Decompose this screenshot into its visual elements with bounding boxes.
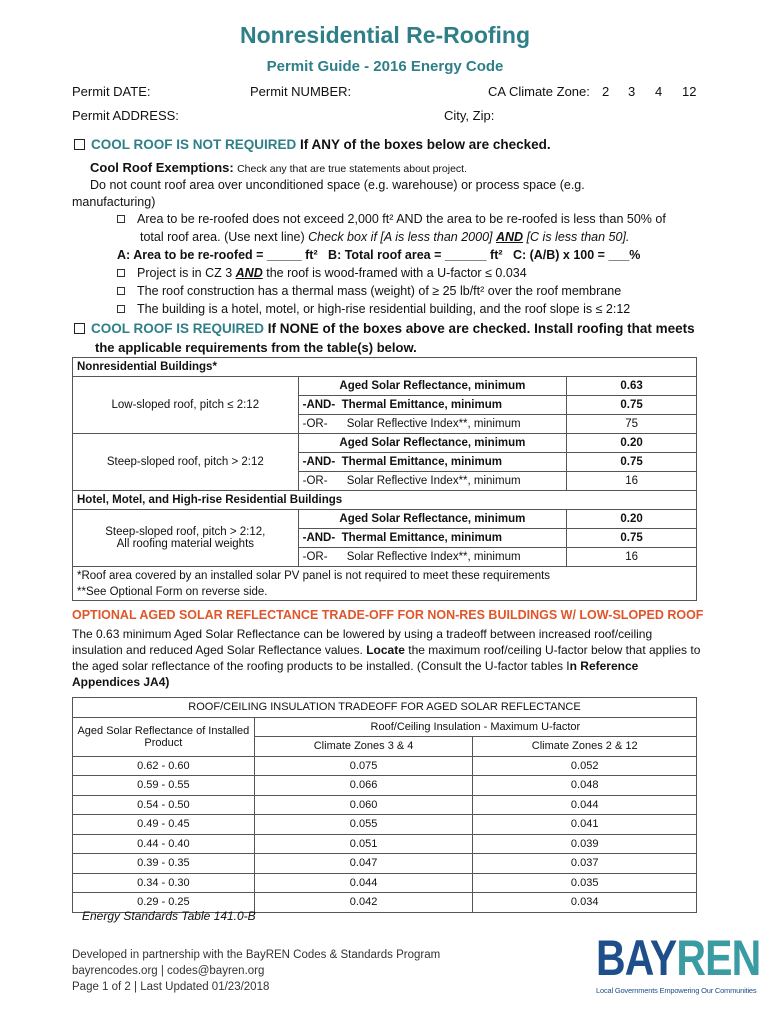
hotel-aged-value: 0.20 <box>567 510 697 529</box>
climate-zone-12[interactable]: 12 <box>682 84 697 99</box>
exemption-3-checkbox[interactable] <box>117 287 125 295</box>
optional-paragraph: The 0.63 minimum Aged Solar Reflectance can be lowered by using a tradeoff between increased roof/ceiling insulation and reduced Aged Solar Reflectance values. Locate the maximum roof/ceiling U-factor below that applies to the aged solar reflectance of the roofing products to be installed. (Consult the U-factor tables In Reference Appendices JA4) <box>72 627 701 689</box>
col-cz-3-4: Climate Zones 3 & 4 <box>254 737 473 757</box>
table-footnotes: *Roof area covered by an installed solar PV panel is not required to meet these requirements **See Optional Form on reverse side. <box>73 567 697 601</box>
exemptions-note: Check any that are true statements about project. <box>237 163 468 175</box>
exemption-2-checkbox[interactable] <box>117 269 125 277</box>
climate-zone-3[interactable]: 3 <box>628 84 636 99</box>
steep-sloped-sri-value: 16 <box>567 472 697 491</box>
footer-partnership: Developed in partnership with the BayREN Codes & Standards Program <box>72 949 441 961</box>
footer <box>72 947 440 995</box>
logo-ren: REN <box>676 930 761 986</box>
table-row: 0.44 - 0.40 0.051 0.039 <box>73 834 697 854</box>
not-required-checkbox[interactable] <box>74 139 85 150</box>
table-row: 0.59 - 0.55 0.066 0.048 <box>73 776 697 796</box>
permit-date-label: Permit DATE: <box>72 84 151 99</box>
aged-reflectance-label: Aged Solar Reflectance, minimum <box>298 510 567 529</box>
steep-sloped-aged-value: 0.20 <box>567 434 697 453</box>
exemption-item-1-line2 <box>140 230 629 244</box>
exemption-1-checkbox[interactable] <box>117 215 125 223</box>
tradeoff-title: ROOF/CEILING INSULATION TRADEOFF FOR AGED SOLAR REFLECTANCE <box>73 698 697 718</box>
low-sloped-label: Low-sloped roof, pitch ≤ 2:12 <box>73 377 299 434</box>
thermal-label: -AND- Thermal Emittance, minimum <box>298 396 567 415</box>
exemption-1-and: AND <box>496 230 524 244</box>
sri-label: -OR- Solar Reflective Index**, minimum <box>298 472 567 491</box>
thermal-label: -AND- Thermal Emittance, minimum <box>298 453 567 472</box>
col-aged-reflectance: Aged Solar Reflectance of Installed Product <box>73 717 255 756</box>
exemption-item-2 <box>117 266 527 280</box>
section-nonresidential: Nonresidential Buildings* <box>73 358 697 377</box>
climate-zone-label: CA Climate Zone: <box>488 84 590 99</box>
exemption-item-3 <box>117 284 621 298</box>
table-row: 0.49 - 0.45 0.055 0.041 <box>73 815 697 835</box>
exemption-3-text: The roof construction has a thermal mass (weight) of ≥ 25 lb/ft² over the roof membrane <box>137 284 622 298</box>
exemption-1-text-4: [C is less than 50]. <box>526 230 630 244</box>
requirements-table <box>72 357 697 601</box>
exemptions-label-row <box>90 160 467 175</box>
exemption-1-text-2: total roof area. (Use next line) <box>140 230 305 244</box>
table-row: 0.29 - 0.25 0.042 0.034 <box>73 893 697 913</box>
steep-sloped-label: Steep-sloped roof, pitch > 2:12 <box>73 434 299 491</box>
steep-sloped-thermal-value: 0.75 <box>567 453 697 472</box>
low-sloped-thermal-value: 0.75 <box>567 396 697 415</box>
area-calculation: A: Area to be re-roofed = _____ ft² B: Total roof area = ______ ft² C: (A/B) x 100 = ___% <box>117 248 641 262</box>
permit-address-label: Permit ADDRESS: <box>72 108 179 123</box>
low-sloped-sri-value: 75 <box>567 415 697 434</box>
exemption-2-text-2: the roof is wood-framed with a U-factor ≤ 0.034 <box>266 266 527 280</box>
tradeoff-table <box>72 697 697 913</box>
exemption-1-text: Area to be re-roofed does not exceed 2,000 ft² AND the area to be re-roofed is less than 50% of <box>137 212 666 226</box>
thermal-label: -AND- Thermal Emittance, minimum <box>298 529 567 548</box>
exemption-2-text: Project is in CZ 3 <box>137 266 233 280</box>
exemption-item-1 <box>117 212 666 226</box>
hotel-steep-label: Steep-sloped roof, pitch > 2:12, All roofing material weights <box>73 510 299 567</box>
required-checkbox[interactable] <box>74 323 85 334</box>
not-required-heading: COOL ROOF IS NOT REQUIRED <box>91 137 297 152</box>
page-title: Nonresidential Re-Roofing <box>239 22 531 48</box>
table-row: 0.34 - 0.30 0.044 0.035 <box>73 873 697 893</box>
exemption-4-text: The building is a hotel, motel, or high-rise residential building, and the roof slope is ≤ 2:12 <box>137 302 631 316</box>
table-row: 0.54 - 0.50 0.060 0.044 <box>73 795 697 815</box>
page-subtitle: Permit Guide - 2016 Energy Code <box>266 58 504 75</box>
footer-contact: bayrencodes.org | codes@bayren.org <box>72 965 265 977</box>
table-row: 0.39 - 0.35 0.047 0.037 <box>73 854 697 874</box>
col-group-ufactor: Roof/Ceiling Insulation - Maximum U-factor <box>254 717 696 737</box>
footer-page-info: Page 1 of 2 | Last Updated 01/23/2018 <box>72 981 270 993</box>
required-line2: the applicable requirements from the table(s) below. <box>95 340 417 355</box>
col-cz-2-12: Climate Zones 2 & 12 <box>473 737 697 757</box>
permit-number-label: Permit NUMBER: <box>250 84 352 99</box>
climate-zone-4[interactable]: 4 <box>655 84 663 99</box>
sri-label: -OR- Solar Reflective Index**, minimum <box>298 415 567 434</box>
exemption-2-and: AND <box>235 266 263 280</box>
exemptions-label: Cool Roof Exemptions: <box>90 160 234 175</box>
optional-heading: OPTIONAL AGED SOLAR REFLECTANCE TRADE-OFF FOR NON-RES BUILDINGS W/ LOW-SLOPED ROOF <box>72 608 704 622</box>
not-required-tail: If ANY of the boxes below are checked. <box>300 137 551 152</box>
required-tail: If NONE of the boxes above are checked. Install roofing that meets <box>267 321 695 336</box>
exemptions-intro-1: Do not count roof area over unconditioned space (e.g. warehouse) or process space (e.g. <box>90 178 585 192</box>
bayren-logo <box>596 930 761 995</box>
exemption-1-text-3: Check box if [A is less than 2000] <box>308 230 493 244</box>
section-hotel: Hotel, Motel, and High-rise Residential Buildings <box>73 491 697 510</box>
exemptions-intro-2: manufacturing) <box>72 195 156 209</box>
low-sloped-aged-value: 0.63 <box>567 377 697 396</box>
climate-zone-2[interactable]: 2 <box>602 84 610 99</box>
aged-reflectance-label: Aged Solar Reflectance, minimum <box>298 377 567 396</box>
logo-tagline: Local Governments Empowering Our Communities <box>596 986 757 995</box>
city-zip-label: City, Zip: <box>444 108 495 123</box>
table-row: 0.62 - 0.60 0.075 0.052 <box>73 756 697 776</box>
sri-label: -OR- Solar Reflective Index**, minimum <box>298 548 567 567</box>
hotel-thermal-value: 0.75 <box>567 529 697 548</box>
aged-reflectance-label: Aged Solar Reflectance, minimum <box>298 434 567 453</box>
required-heading: COOL ROOF IS REQUIRED <box>91 321 265 336</box>
table-caption: Energy Standards Table 141.0-B <box>82 909 256 923</box>
not-required-row <box>74 137 551 152</box>
hotel-sri-value: 16 <box>567 548 697 567</box>
logo-bay: BAY <box>596 930 677 986</box>
exemption-4-checkbox[interactable] <box>117 305 125 313</box>
required-row <box>74 321 695 336</box>
exemption-item-4 <box>117 302 630 316</box>
